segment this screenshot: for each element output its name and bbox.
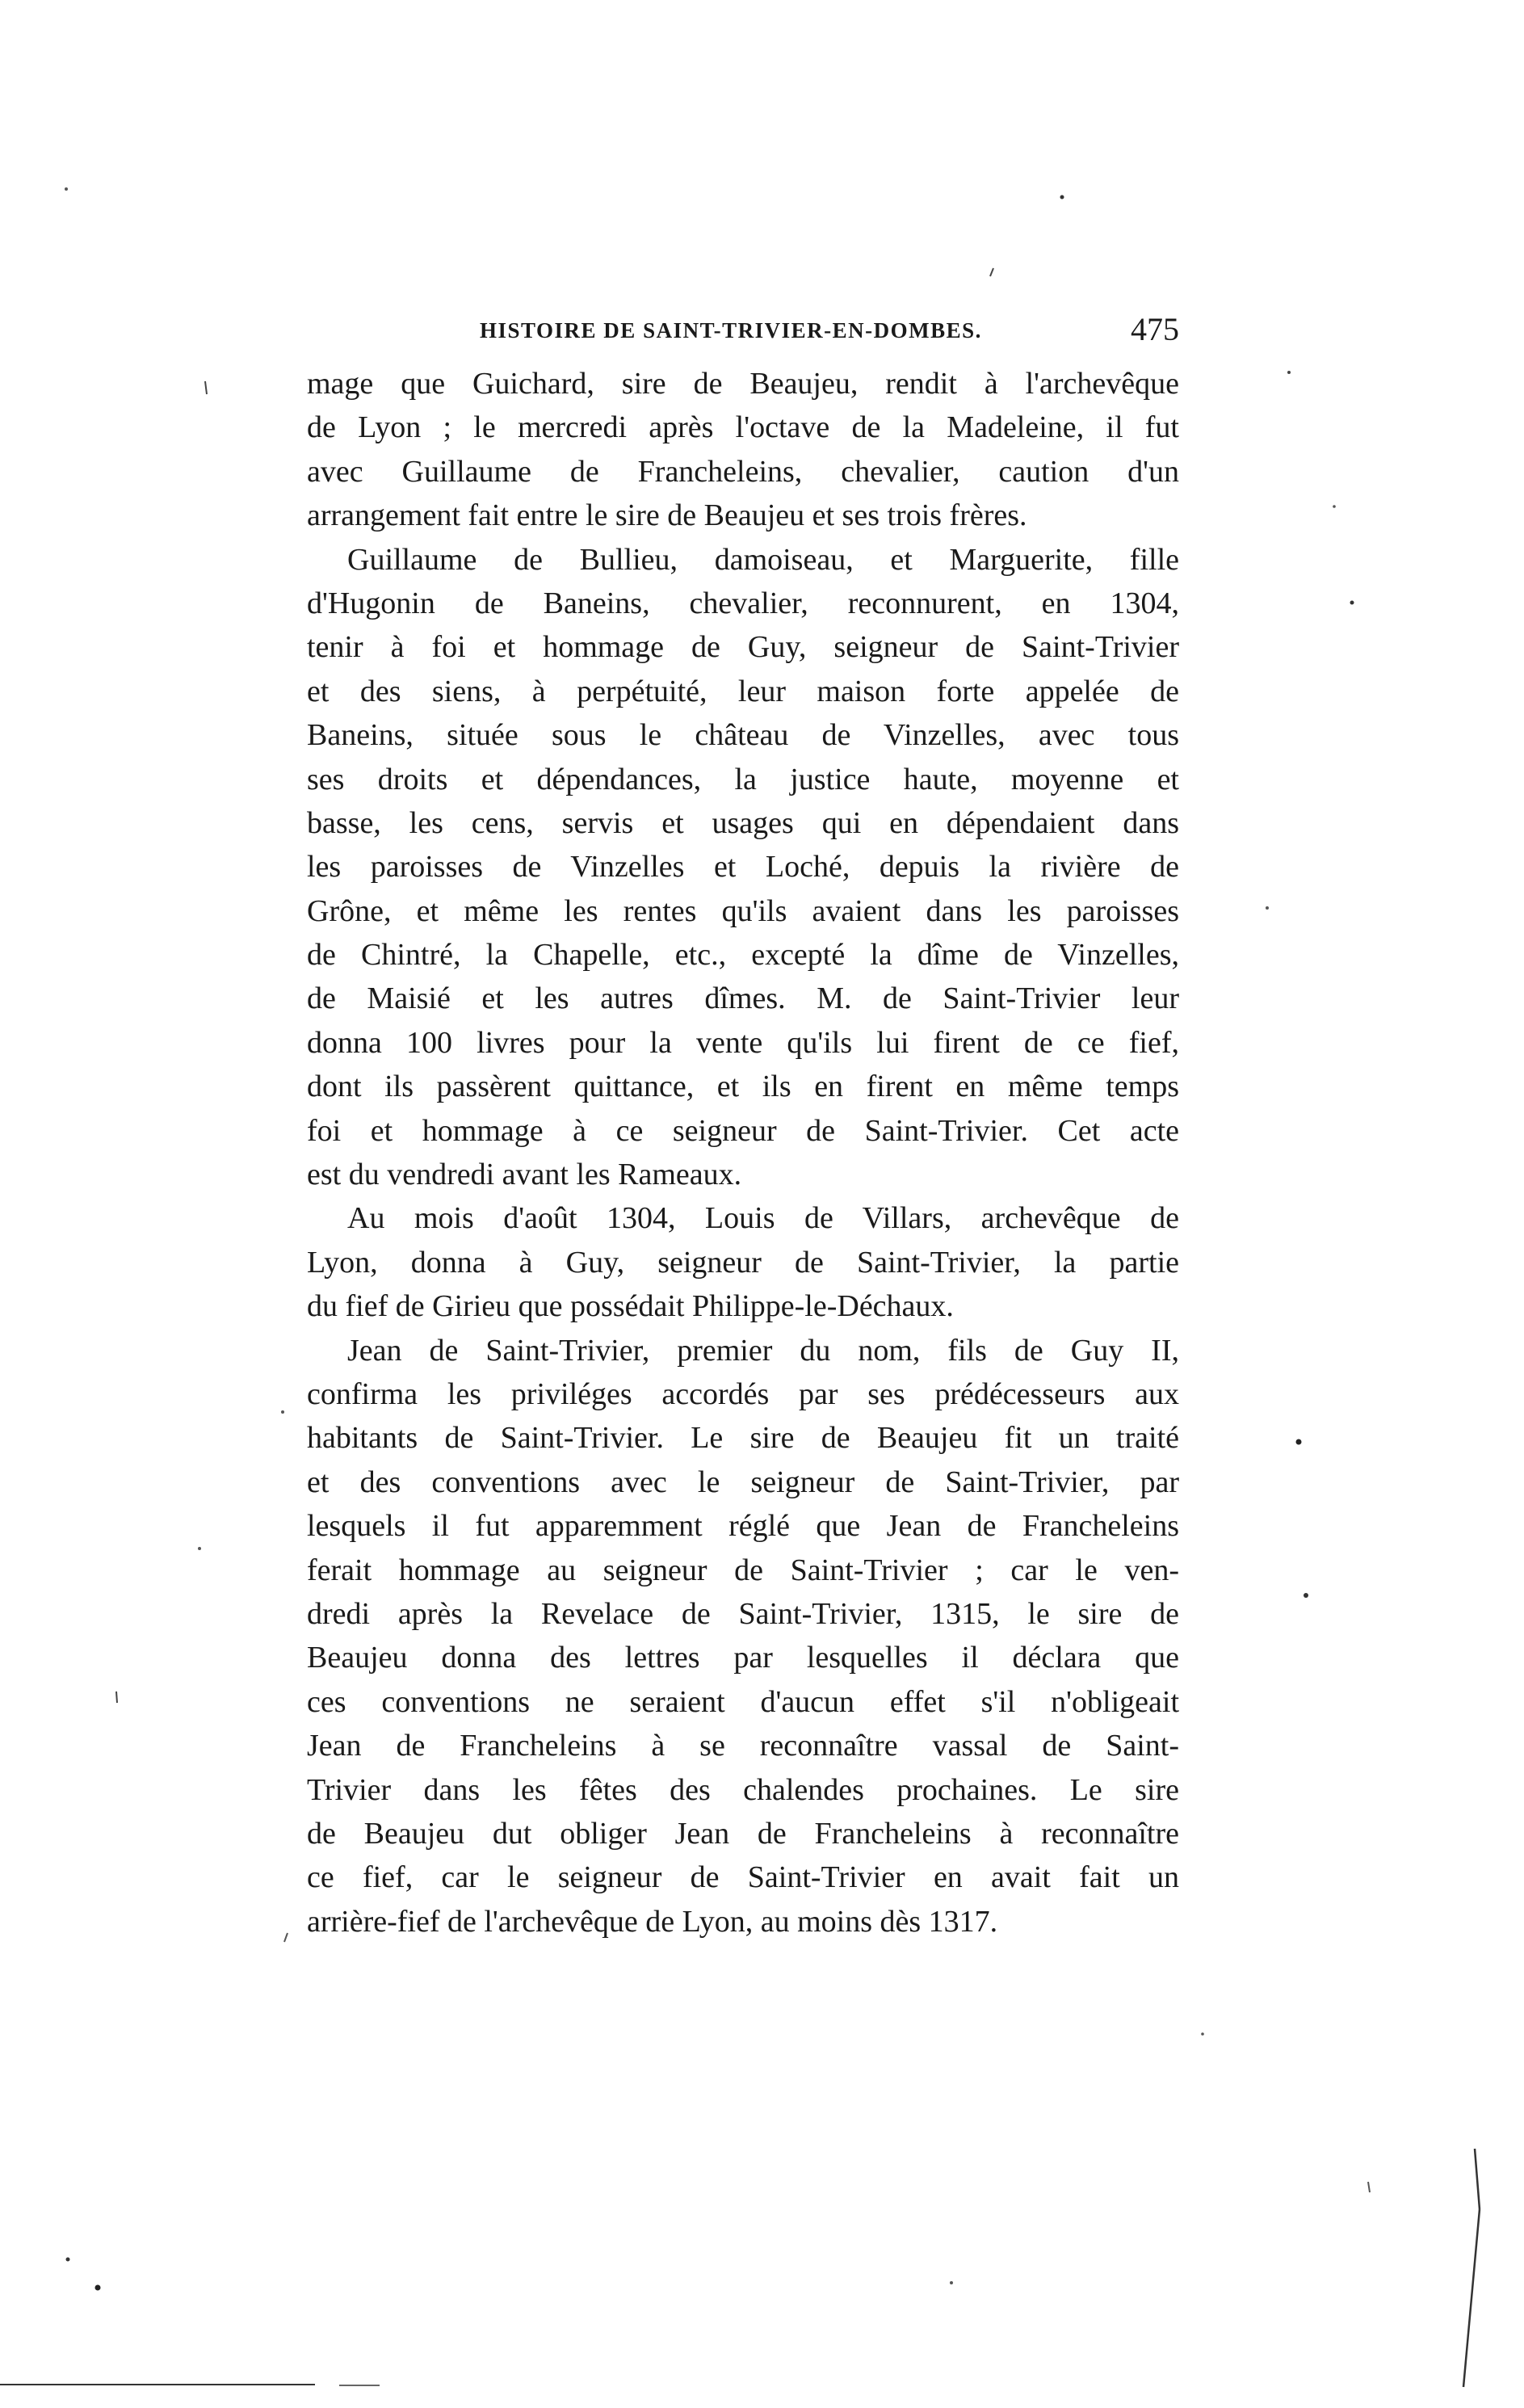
- text-line: Baneins, située sous le château de Vinzelles, avec tous: [307, 718, 1179, 753]
- text-line: dont ils passèrent quittance, et ils en firent en même temps: [307, 1070, 1179, 1104]
- text-line: Lyon, donna à Guy, seigneur de Saint-Trivier, la partie: [307, 1245, 1179, 1280]
- scan-speck: [95, 2285, 101, 2291]
- scan-speck: [1266, 906, 1269, 910]
- body-text: [307, 362, 1179, 1944]
- scan-speck: [1304, 1593, 1308, 1598]
- text-line: de Beaujeu dut obliger Jean de Francheleins à reconnaître: [307, 1816, 1179, 1851]
- scan-mark: [116, 1691, 117, 1703]
- text-line: Jean de Saint-Trivier, premier du nom, fils de Guy II,: [347, 1333, 1179, 1368]
- scan-speck: [1350, 601, 1354, 605]
- scan-speck: [65, 187, 68, 191]
- scan-speck: [281, 1410, 284, 1414]
- text-line: basse, les cens, servis et usages qui en dépendaient dans: [307, 805, 1179, 840]
- paragraph: [307, 1329, 1179, 1944]
- text-line: arrangement fait entre le sire de Beaujeu et ses trois frères.: [307, 498, 1027, 533]
- text-line: de Chintré, la Chapelle, etc., excepté la dîme de Vinzelles,: [307, 938, 1179, 973]
- text-line: ses droits et dépendances, la justice haute, moyenne et: [307, 762, 1179, 796]
- text-line: ces conventions ne seraient d'aucun effet s'il n'obligeait: [307, 1684, 1179, 1719]
- text-line: donna 100 livres pour la vente qu'ils lui firent de ce fief,: [307, 1025, 1179, 1060]
- text-line: dredi après la Revelace de Saint-Trivier, 1315, le sire de: [307, 1596, 1179, 1631]
- text-line: Guillaume de Bullieu, damoiseau, et Marguerite, fille: [347, 542, 1179, 577]
- text-line: habitants de Saint-Trivier. Le sire de Beaujeu fit un traité: [307, 1421, 1179, 1456]
- paragraph: [307, 538, 1179, 1197]
- text-line: d'Hugonin de Baneins, chevalier, reconnurent, en 1304,: [307, 586, 1179, 620]
- text-line: tenir à foi et hommage de Guy, seigneur de Saint-Trivier: [307, 630, 1179, 665]
- text-line: avec Guillaume de Francheleins, chevalier, caution d'un: [307, 454, 1179, 489]
- scan-speck: [198, 1547, 201, 1550]
- paragraph: [307, 362, 1179, 538]
- text-line: de Maisié et les autres dîmes. M. de Saint-Trivier leur: [307, 981, 1179, 1016]
- scan-mark: [205, 381, 207, 394]
- text-line: et des siens, à perpétuité, leur maison forte appelée de: [307, 674, 1179, 708]
- scan-speck: [1296, 1439, 1302, 1445]
- paragraph: [307, 1196, 1179, 1328]
- text-line: ce fief, car le seigneur de Saint-Trivier en avait fait un: [307, 1860, 1179, 1895]
- text-line: foi et hommage à ce seigneur de Saint-Trivier. Cet acte: [307, 1113, 1179, 1148]
- scan-speck: [1201, 2032, 1204, 2036]
- text-line: ferait hommage au seigneur de Saint-Trivier ; car le ven-: [307, 1553, 1179, 1587]
- scan-speck: [1060, 195, 1064, 200]
- text-line: arrière-fief de l'archevêque de Lyon, au moins dès 1317.: [307, 1904, 998, 1939]
- text-line: est du vendredi avant les Rameaux.: [307, 1158, 742, 1192]
- text-line: Grône, et même les rentes qu'ils avaient dans les paroisses: [307, 893, 1179, 928]
- text-line: Trivier dans les fêtes des chalendes prochaines. Le sire: [307, 1772, 1179, 1807]
- text-line: confirma les priviléges accordés par ses prédécesseurs aux: [307, 1376, 1179, 1411]
- scan-speck: [950, 2281, 953, 2284]
- text-line: Au mois d'août 1304, Louis de Villars, archevêque de: [347, 1201, 1179, 1236]
- scan-speck: [1333, 505, 1336, 508]
- scan-mark: [1463, 2209, 1480, 2387]
- scan-mark: [1475, 2149, 1480, 2209]
- text-line: de Lyon ; le mercredi après l'octave de la Madeleine, il fut: [307, 410, 1179, 445]
- text-line: lesquels il fut apparemment réglé que Jean de Francheleins: [307, 1509, 1179, 1544]
- text-line: du fief de Girieu que possédait Philippe-le-Déchaux.: [307, 1289, 954, 1324]
- text-line: Jean de Francheleins à se reconnaître vassal de Saint-: [307, 1729, 1179, 1763]
- running-title: HISTOIRE DE SAINT-TRIVIER-EN-DOMBES.: [480, 318, 982, 342]
- text-line: mage que Guichard, sire de Beaujeu, rendit à l'archevêque: [307, 367, 1179, 401]
- text-line: Beaujeu donna des lettres par lesquelles il déclara que: [307, 1641, 1179, 1675]
- text-line: les paroisses de Vinzelles et Loché, depuis la rivière de: [307, 850, 1179, 885]
- scan-speck: [66, 2258, 70, 2262]
- scan-mark: [1368, 2182, 1370, 2192]
- text-line: et des conventions avec le seigneur de Saint-Trivier, par: [307, 1465, 1179, 1499]
- scan-mark: [284, 1933, 288, 1942]
- page-number: 475: [1131, 311, 1179, 347]
- scan-mark: [990, 268, 993, 276]
- scan-speck: [1287, 371, 1291, 374]
- page-header: [307, 310, 1179, 351]
